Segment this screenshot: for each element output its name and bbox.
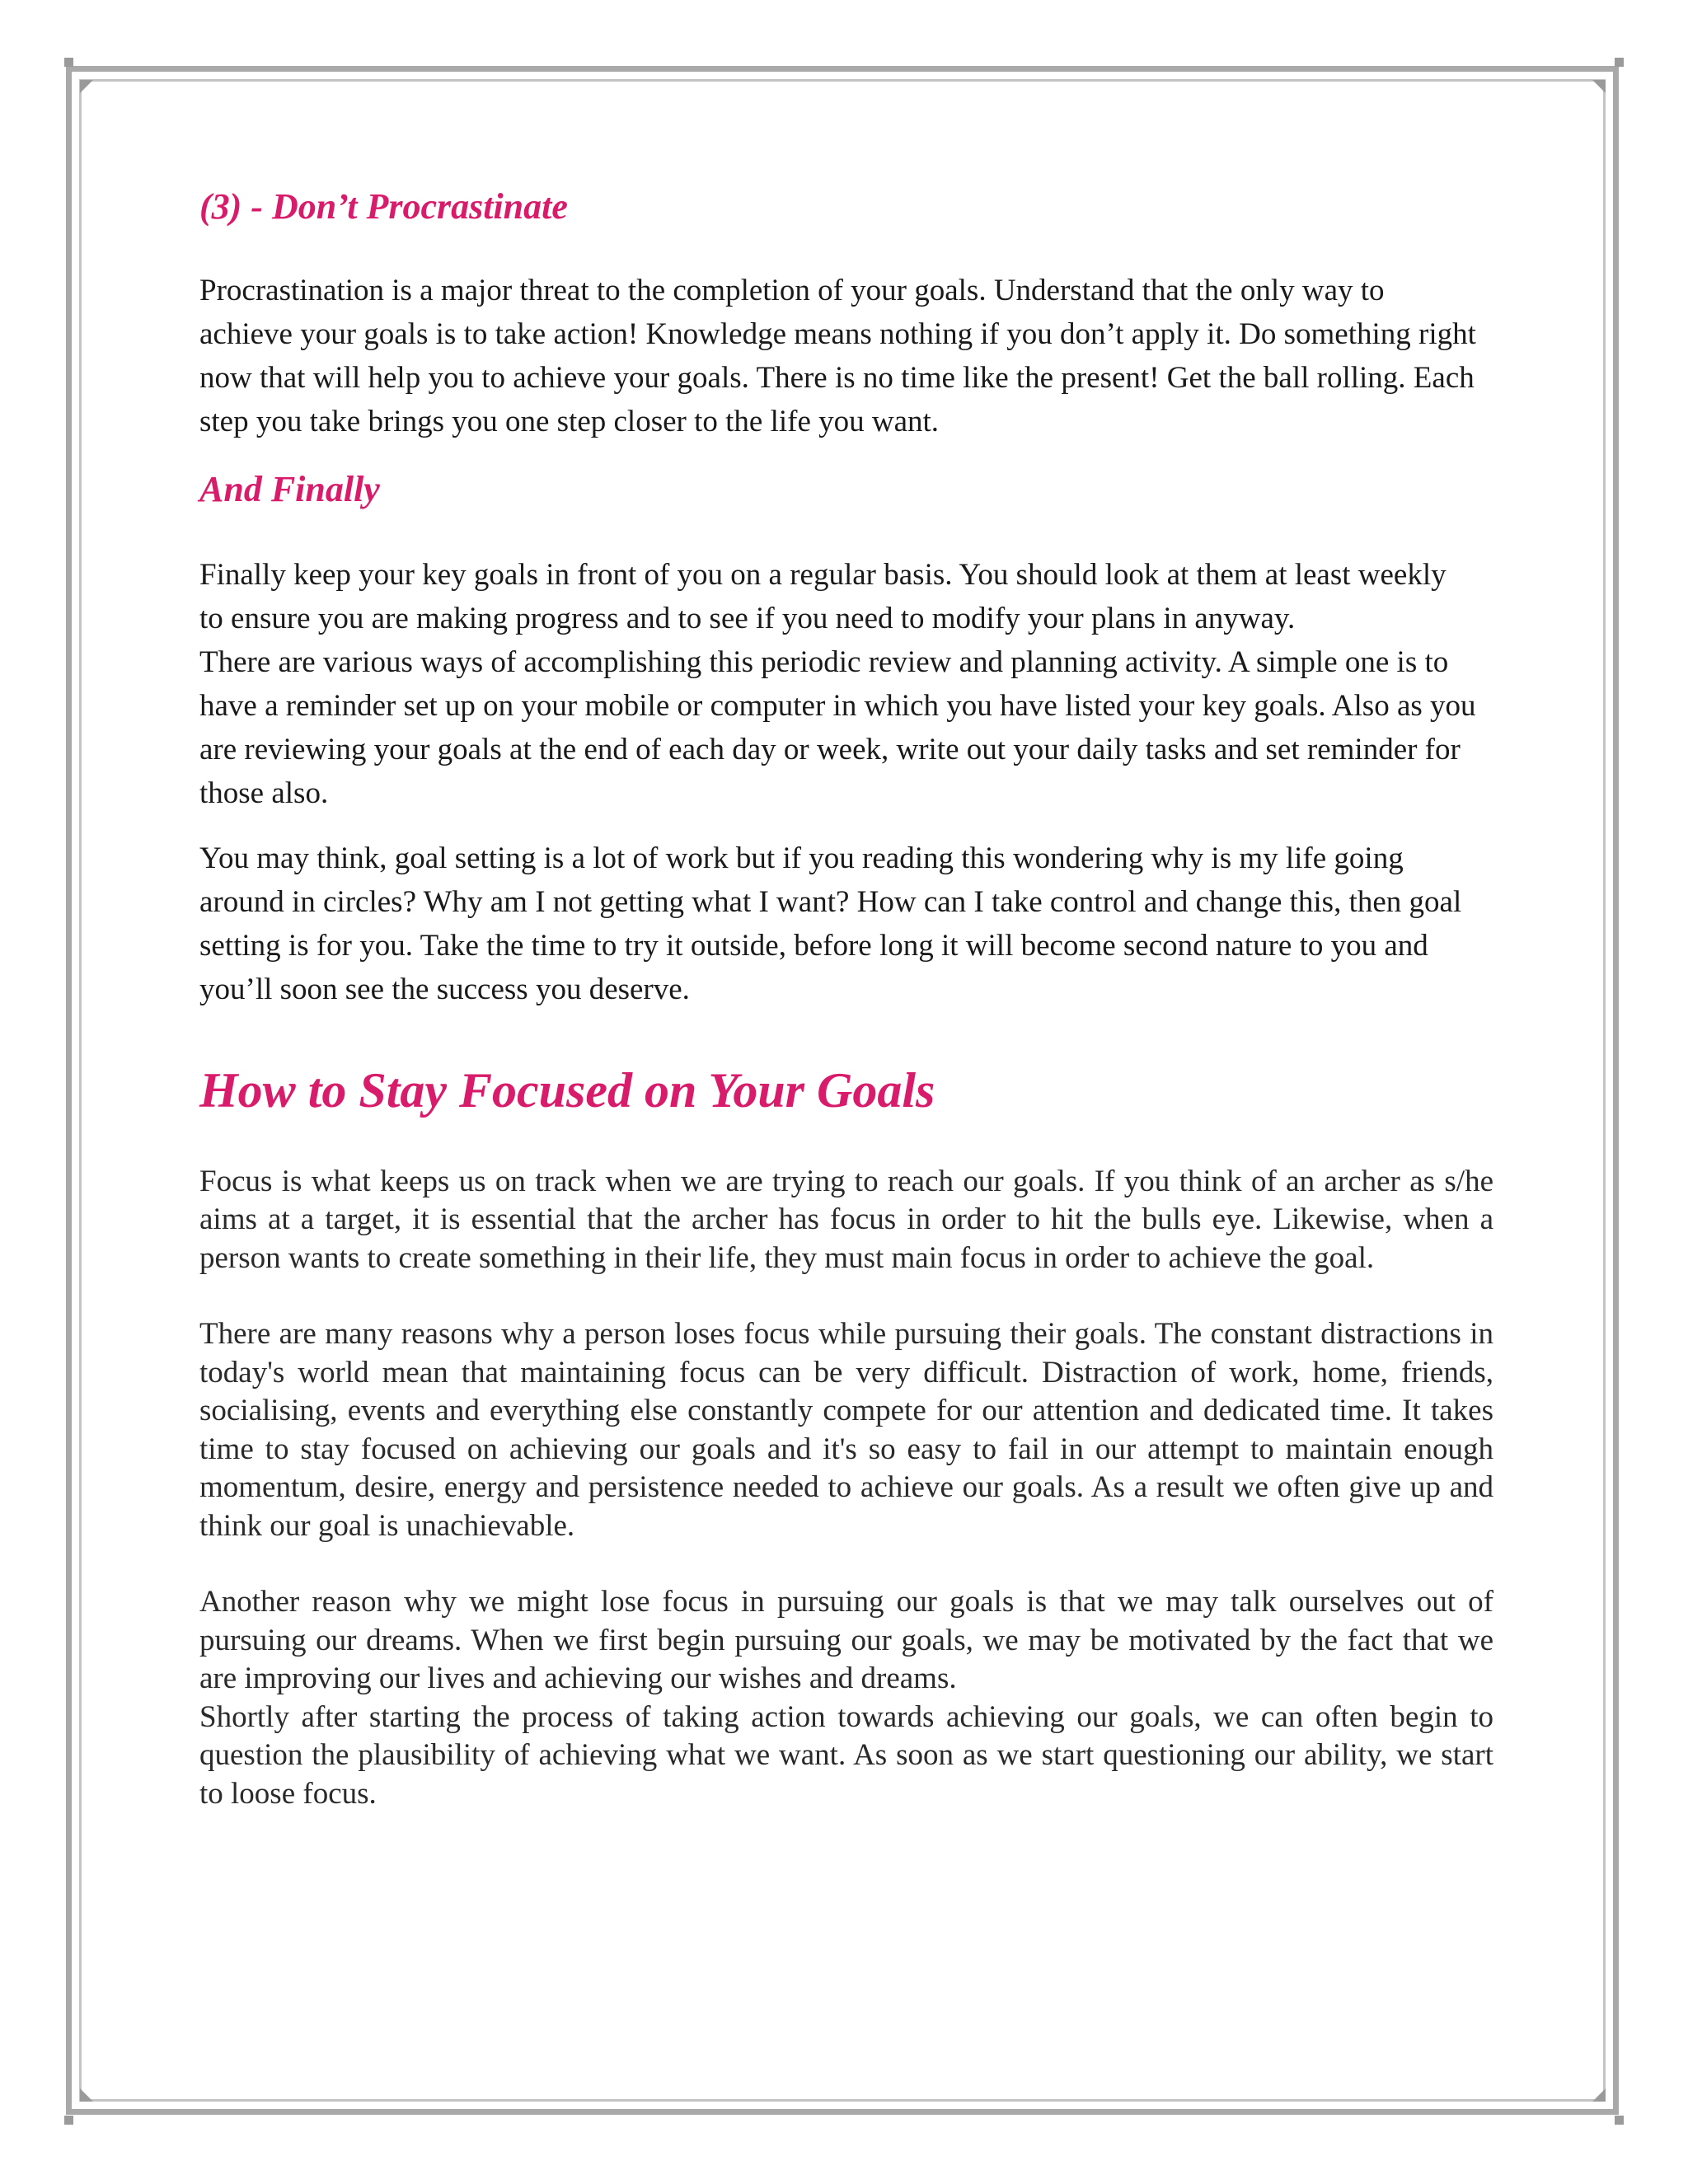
heading-and-finally: And Finally [199, 468, 380, 509]
paragraph-reasons-lose-focus: There are many reasons why a person loses focus while pursuing their goals. The constant distractions in today's world mean that maintaining focus can be very difficult. Distraction of work, home, friends, socialising, events and everything else constantly compete for our attention and dedicated time. It takes time to stay focused on achieving our goals and it's so easy to fail in our attempt to maintain enough momentum, desire, energy and persistence needed to achieve our goals. As a result we often give up and think our goal is unachievable. [199, 1317, 1493, 1543]
heading-stay-focused: How to Stay Focused on Your Goals [199, 1062, 935, 1118]
paragraph-questioning-ability: Shortly after starting the process of taking action towards achieving our goals, we can often begin to question the plausibility of achieving what we want. As soon as we start questioning our ability, we start to loose focus. [199, 1699, 1493, 1811]
paragraph-focus-archer: Focus is what keeps us on track when we are trying to reach our goals. If you think of an archer as s/he aims at a target, it is essential that the archer has focus in order to hit the bulls eye. Likewise, when a person wants to create something in their life, they must main focus in order to achieve the goal. [199, 1164, 1493, 1275]
paragraph-periodic-review: There are various ways of accomplishing this periodic review and planning activity. A simple one is to have a reminder set up on your mobile or computer in which you have listed your key goals. Also as you are reviewing your goals at the end of each day or week, write out your daily tasks and set reminder for those also. [199, 644, 1476, 810]
paragraph-goal-setting-work: You may think, goal setting is a lot of work but if you reading this wondering why is my life going around in circles? Why am I not getting what I want? How can I take control and change this, then goal setting is for you. Take the time to try it outside, before long it will become second nature to you and you’ll soon see the success you deserve. [199, 841, 1462, 1006]
border-knot-bottom-left [64, 2116, 73, 2125]
document-body [199, 185, 1493, 1813]
border-knot-top-left [64, 58, 73, 67]
corner-ornament-top-left [80, 80, 93, 93]
paragraph-talk-ourselves-out: Another reason why we might lose focus in pursuing our goals is that we may talk ourselves out of pursuing our dreams. When we first begin pursuing our goals, we may be motivated by the fact that we are improving our lives and achieving our wishes and dreams. [199, 1585, 1493, 1696]
paragraph-finally-review: Finally keep your key goals in front of you on a regular basis. You should look at them at least weekly to ensure you are making progress and to see if you need to modify your plans in anyway. [199, 557, 1447, 635]
border-knot-bottom-right [1615, 2116, 1624, 2125]
border-knot-top-right [1615, 58, 1624, 67]
paragraph-procrastination: Procrastination is a major threat to the completion of your goals. Understand that the only way to achieve your goals is to take action! Knowledge means nothing if you don’t apply it. Do something right now that will help you to achieve your goals. There is no time like the present! Get the ball rolling. Each step you take brings you one step closer to the life you want. [199, 273, 1476, 438]
corner-ornament-top-right [1592, 80, 1606, 93]
heading-dont-procrastinate: (3) - Don’t Procrastinate [199, 186, 568, 227]
corner-ornament-bottom-right [1592, 2088, 1606, 2102]
corner-ornament-bottom-left [80, 2088, 93, 2102]
